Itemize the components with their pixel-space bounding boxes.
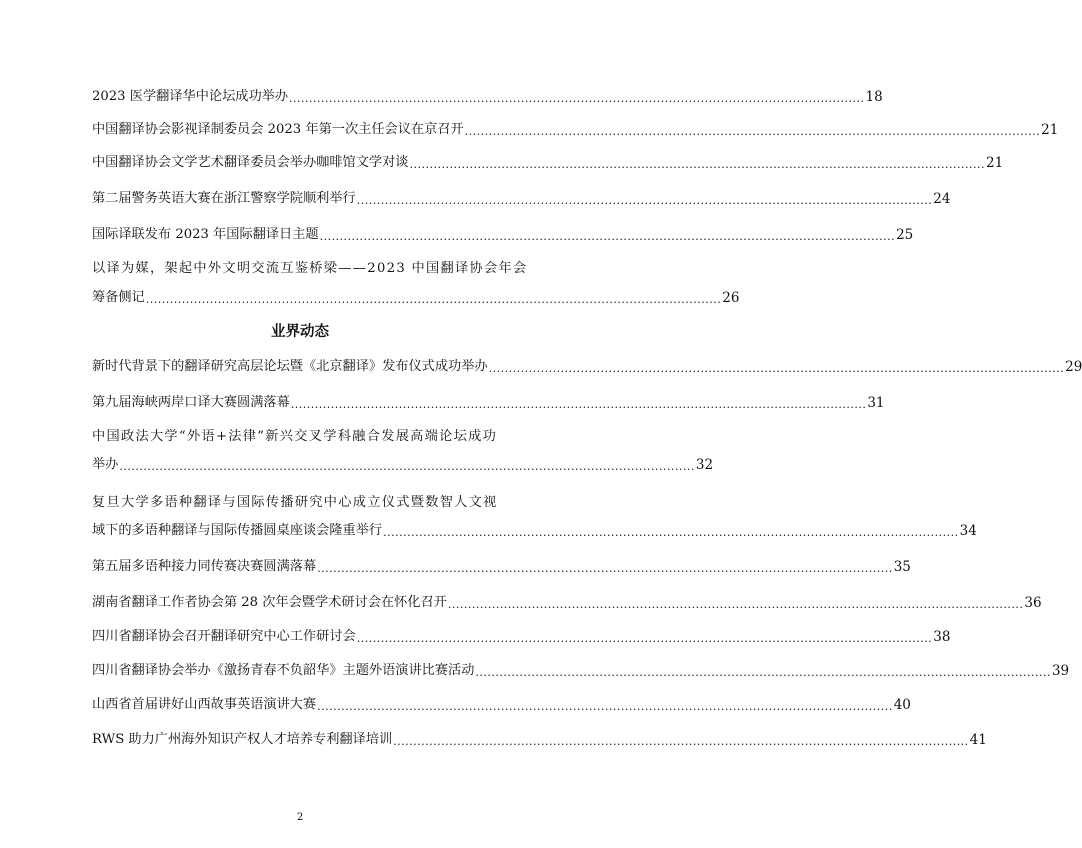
- toc-leader-dots: ................................................................................................................................................: [356, 632, 933, 645]
- toc-entry-title: 中国翻译协会影视译制委员会 2023 年第一次主任会议在京召开: [92, 122, 464, 137]
- toc-entry[interactable]: [92, 119, 1059, 141]
- toc-leader-dots: ................................................................................................................................................: [317, 700, 893, 713]
- toc-entry-title: 四川省翻译协会召开翻译研究中心工作研讨会: [92, 629, 356, 644]
- toc-entry-page: 29: [1065, 359, 1082, 375]
- toc-leader-dots: ................................................................................................................................................: [356, 194, 933, 207]
- toc-entry-title: 2023 医学翻译华中论坛成功举办: [92, 89, 289, 104]
- toc-entry[interactable]: [92, 660, 1070, 682]
- toc-entry[interactable]: [92, 86, 883, 108]
- toc-entry-page: 38: [933, 629, 951, 645]
- toc-entry-title-line2: 举办: [92, 457, 119, 472]
- toc-entry[interactable]: [92, 188, 951, 210]
- toc-entry-title-line1[interactable]: 复旦大学多语种翻译与国际传播研究中心成立仪式暨数智人文视: [92, 495, 498, 510]
- toc-leader-dots: ................................................................................................................................................: [145, 293, 722, 306]
- toc-leader-dots: ................................................................................................................................................: [383, 526, 959, 539]
- toc-leader-dots: ................................................................................................................................................: [290, 398, 867, 411]
- toc-leader-dots: ................................................................................................................................................: [393, 735, 969, 748]
- page-number: 2: [296, 812, 304, 823]
- toc-entry-title-line1[interactable]: 以译为媒，架起中外文明交流互鉴桥梁——2023 中国翻译协会年会: [92, 261, 528, 276]
- toc-entry-page: 40: [893, 697, 911, 713]
- toc-entry-page: 31: [867, 395, 885, 411]
- toc-leader-dots: ................................................................................................................................................: [409, 158, 986, 171]
- toc-entry[interactable]: [92, 287, 740, 309]
- toc-entry-title: 国际译联发布 2023 年国际翻译日主题: [92, 227, 319, 242]
- toc-entry-page: 25: [896, 227, 914, 243]
- toc-entry-title-line2: 域下的多语种翻译与国际传播圆桌座谈会隆重举行: [92, 523, 383, 538]
- toc-entry-page: 35: [893, 559, 911, 575]
- section-heading: 业界动态: [271, 324, 329, 340]
- toc-entry-title: 中国翻译协会文学艺术翻译委员会举办咖啡馆文学对谈: [92, 155, 409, 170]
- toc-entry-title: 第九届海峡两岸口译大赛圆满落幕: [92, 395, 290, 410]
- toc-entry-page: 41: [969, 732, 987, 748]
- toc-leader-dots: ................................................................................................................................................: [464, 125, 1041, 138]
- toc-entry[interactable]: [92, 626, 951, 648]
- toc-entry[interactable]: [92, 224, 914, 246]
- toc-entry-title: 山西省首届讲好山西故事英语演讲大赛: [92, 697, 317, 712]
- toc-entry-title: 新时代背景下的翻译研究高层论坛暨《北京翻译》发布仪式成功举办: [92, 359, 488, 374]
- toc-entry-title-line1[interactable]: 中国政法大学“外语+法律”新兴交叉学科融合发展高端论坛成功: [92, 429, 498, 444]
- toc-leader-dots: ................................................................................................................................................: [475, 666, 1051, 679]
- toc-entry-title: 四川省翻译协会举办《激扬青春不负韶华》主题外语演讲比赛活动: [92, 663, 475, 678]
- toc-entry-title-line2: 筹备侧记: [92, 290, 145, 305]
- toc-leader-dots: ................................................................................................................................................: [119, 460, 695, 473]
- toc-entry[interactable]: [92, 592, 1042, 614]
- toc-leader-dots: ................................................................................................................................................: [289, 92, 865, 105]
- toc-leader-dots: ................................................................................................................................................: [447, 598, 1024, 611]
- toc-entry-page: 34: [959, 523, 977, 539]
- toc-leader-dots: ................................................................................................................................................: [319, 230, 896, 243]
- toc-entry[interactable]: [92, 392, 885, 414]
- toc-entry-title: 湖南省翻译工作者协会第 28 次年会暨学术研讨会在怀化召开: [92, 595, 447, 610]
- toc-entry-page: 32: [695, 457, 714, 473]
- toc-entry[interactable]: [92, 520, 977, 542]
- toc-entry[interactable]: [92, 356, 1082, 378]
- toc-entry-page: 21: [1041, 122, 1059, 138]
- toc-entry[interactable]: [92, 694, 911, 716]
- toc-leader-dots: ................................................................................................................................................: [317, 562, 893, 575]
- toc-entry-page: 26: [722, 290, 740, 306]
- toc-entry[interactable]: [92, 729, 987, 751]
- toc-entry-page: 21: [986, 155, 1004, 171]
- toc-entry-page: 18: [865, 89, 883, 105]
- toc-entry-title: 第五届多语种接力同传赛决赛圆满落幕: [92, 559, 317, 574]
- toc-entry-title: 第二届警务英语大赛在浙江警察学院顺利举行: [92, 191, 356, 206]
- toc-entry[interactable]: [92, 152, 1004, 174]
- toc-entry-title: RWS 助力广州海外知识产权人才培养专利翻译培训: [92, 732, 393, 747]
- toc-entry-page: 36: [1024, 595, 1042, 611]
- toc-entry-page: 24: [933, 191, 951, 207]
- toc-entry[interactable]: [92, 454, 714, 476]
- toc-entry-page: 39: [1051, 663, 1070, 679]
- toc-entry[interactable]: [92, 556, 911, 578]
- toc-leader-dots: ................................................................................................................................................: [488, 362, 1065, 375]
